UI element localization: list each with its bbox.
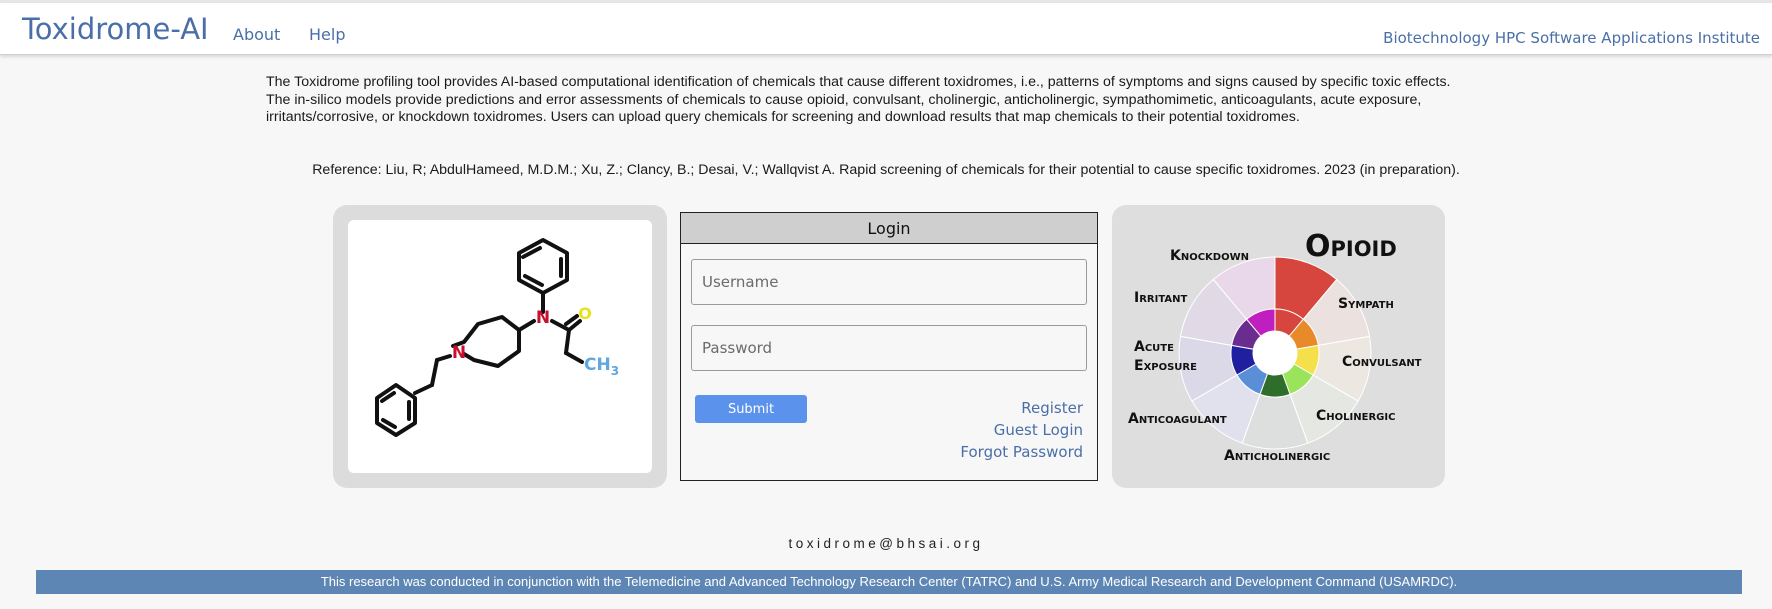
label-acute: Acute (1134, 339, 1174, 355)
label-knockdown: Knockdown (1170, 248, 1250, 264)
toxidrome-wheel-panel (1112, 205, 1445, 488)
fentanyl-structure-diagram (348, 220, 652, 473)
wheel-center (1253, 331, 1297, 375)
contact-email[interactable]: toxidrome@bhsai.org (788, 536, 984, 551)
nitrogen-atom-ring: N (451, 343, 467, 363)
highlighted-toxidrome-label: Opioid (1305, 229, 1397, 264)
login-title: Login (681, 213, 1097, 244)
nav-help-link[interactable]: Help (309, 25, 346, 44)
label-anticoagulant: Anticoagulant (1128, 411, 1227, 427)
footer-banner: This research was conducted in conjunction with the Telemedicine and Advanced Technology Research Center (TATRC) and U.S. Army Medical Research and Development Command (USAMRDC). (36, 570, 1742, 594)
tool-description: The Toxidrome profiling tool provides AI-based computational identification of chemicals that cause different toxidromes, i.e., patterns of symptoms and signs caused by specific toxic effects. The in-silico models provide predictions and error assessments of chemicals to cause opioid, convulsant, cholinergic, anticholinergic, sympathomimetic, anticoagulants, acute exposure, irritants/corrosive, or knockdown toxidromes. Users can upload query chemicals for screening and download results that map chemicals to their potential toxidromes. (266, 74, 1451, 126)
guest-login-link[interactable]: Guest Login (993, 421, 1083, 439)
label-exposure: Exposure (1134, 358, 1197, 374)
toxidrome-wheel-diagram (1112, 205, 1445, 488)
label-cholinergic: Cholinergic (1316, 408, 1396, 424)
methyl-subscript: 3 (610, 364, 620, 378)
label-sympath: Sympath (1338, 296, 1394, 312)
login-form (680, 212, 1098, 481)
nitrogen-atom-amide: N (535, 308, 551, 328)
password-input[interactable] (691, 325, 1087, 371)
top-navbar (0, 3, 1772, 55)
label-anticholinergic: Anticholinergic (1224, 448, 1331, 464)
submit-button[interactable]: Submit (695, 395, 807, 423)
molecule-image (348, 220, 652, 473)
methyl-group-label: CH (584, 355, 611, 375)
nav-about-link[interactable]: About (233, 25, 281, 44)
reference-citation: Reference: Liu, R; AbdulHameed, M.D.M.; Xu, Z.; Clancy, B.; Desai, V.; Wallqvist A. Rapid screening of chemicals for their potential to cause specific toxidromes. 2023 (in preparation). (312, 162, 1460, 178)
register-link[interactable]: Register (1021, 399, 1083, 417)
molecule-panel (333, 205, 667, 488)
forgot-password-link[interactable]: Forgot Password (960, 443, 1083, 461)
label-convulsant: Convulsant (1342, 354, 1422, 370)
username-input[interactable] (691, 259, 1087, 305)
methyl-group (584, 355, 619, 378)
oxygen-atom: O (578, 304, 592, 323)
label-irritant: Irritant (1134, 290, 1188, 306)
institute-link[interactable]: Biotechnology HPC Software Applications Institute (1383, 29, 1760, 47)
brand-title[interactable]: Toxidrome-AI (22, 12, 209, 46)
